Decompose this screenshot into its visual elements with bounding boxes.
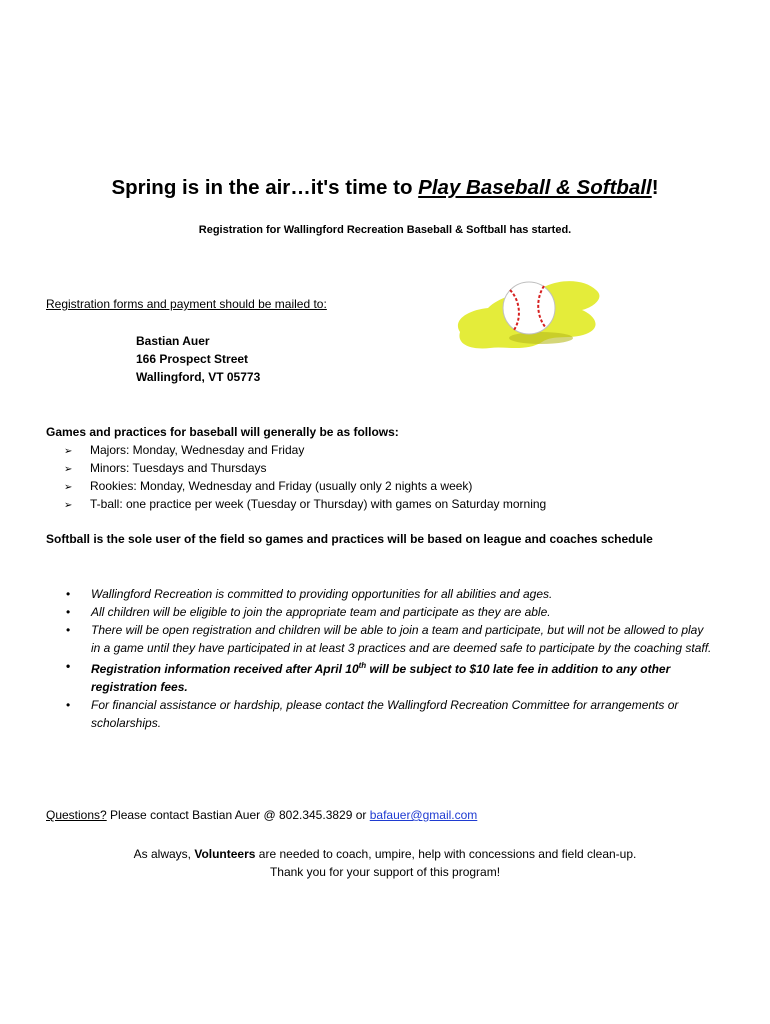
bullet-icon: • xyxy=(66,623,71,637)
bullet-icon: • xyxy=(66,605,71,619)
title-prefix: Spring is in the air…it's time to xyxy=(111,176,419,199)
volunteers-line xyxy=(0,845,770,863)
page-title xyxy=(0,176,770,200)
policy-financial-assistance: For financial assistance or hardship, please contact the Wallingford Recreation Committee for arrangements or scholarships. xyxy=(91,698,679,730)
volunteers-post: are needed to coach, umpire, help with concessions and field clean-up. xyxy=(255,847,637,861)
policy-late-fee-start: Registration information received after April 10 xyxy=(91,662,359,676)
list-item xyxy=(66,621,716,657)
bullet-icon: • xyxy=(66,698,71,712)
volunteers-bold: Volunteers xyxy=(194,847,256,861)
arrow-bullet-icon: ➢ xyxy=(64,464,73,475)
list-item xyxy=(64,441,546,459)
arrow-bullet-icon: ➢ xyxy=(64,500,73,511)
policy-open-registration: There will be open registration and children will be able to join a team and participate, but will not be allowed to play in a game until they have participated in at least 3 practices and are deemed safe to participate by the coaching staff. xyxy=(91,623,712,655)
schedule-list xyxy=(64,441,546,513)
policy-list xyxy=(66,585,716,732)
policy-eligibility: All children will be eligible to join the appropriate team and participate as they are able. xyxy=(91,605,551,619)
arrow-bullet-icon: ➢ xyxy=(64,446,73,457)
softball-note: Softball is the sole user of the field so games and practices will be based on league and coaches schedule xyxy=(46,532,653,546)
contact-line xyxy=(46,808,477,822)
schedule-heading: Games and practices for baseball will generally be as follows: xyxy=(46,425,399,439)
title-highlight: Play Baseball & Softball xyxy=(418,176,652,199)
volunteers-pre: As always, xyxy=(133,847,195,861)
list-item xyxy=(66,657,716,696)
arrow-bullet-icon: ➢ xyxy=(64,482,73,493)
email-link[interactable]: bafauer@gmail.com xyxy=(369,808,478,822)
policy-late-fee-sup: th xyxy=(358,661,367,670)
list-item xyxy=(64,495,546,513)
mailing-address xyxy=(136,332,260,386)
policy-late-fee-end: will be subject to $10 late fee in addition to any other registration fees. xyxy=(91,662,671,694)
schedule-item-tball: T-ball: one practice per week (Tuesday or Thursday) with games on Saturday morning xyxy=(90,497,547,511)
schedule-item-minors: Minors: Tuesdays and Thursdays xyxy=(90,461,267,475)
thank-you-line: Thank you for your support of this program! xyxy=(269,865,501,879)
title-suffix: ! xyxy=(651,176,659,199)
schedule-item-majors: Majors: Monday, Wednesday and Friday xyxy=(90,443,305,457)
list-item xyxy=(64,477,546,495)
contact-text: Please contact Bastian Auer @ 802.345.3829 or xyxy=(106,808,370,822)
registration-subtitle: Registration for Wallingford Recreation Baseball & Softball has started. xyxy=(198,224,572,236)
closing-message xyxy=(0,845,770,881)
bullet-icon: • xyxy=(66,587,71,601)
policy-abilities: Wallingford Recreation is committed to providing opportunities for all abilities and ages. xyxy=(91,587,553,601)
mailing-label: Registration forms and payment should be mailed to: xyxy=(46,297,327,311)
list-item xyxy=(66,603,716,621)
list-item xyxy=(66,696,716,732)
questions-label: Questions? xyxy=(46,808,107,822)
address-name: Bastian Auer xyxy=(136,334,210,348)
baseball-icon xyxy=(446,250,616,390)
address-street: 166 Prospect Street xyxy=(136,352,249,366)
list-item xyxy=(64,459,546,477)
list-item xyxy=(66,585,716,603)
bullet-icon: • xyxy=(66,659,71,673)
baseball-image xyxy=(446,250,616,390)
schedule-item-rookies: Rookies: Monday, Wednesday and Friday (usually only 2 nights a week) xyxy=(90,479,473,493)
address-city: Wallingford, VT 05773 xyxy=(136,370,261,384)
